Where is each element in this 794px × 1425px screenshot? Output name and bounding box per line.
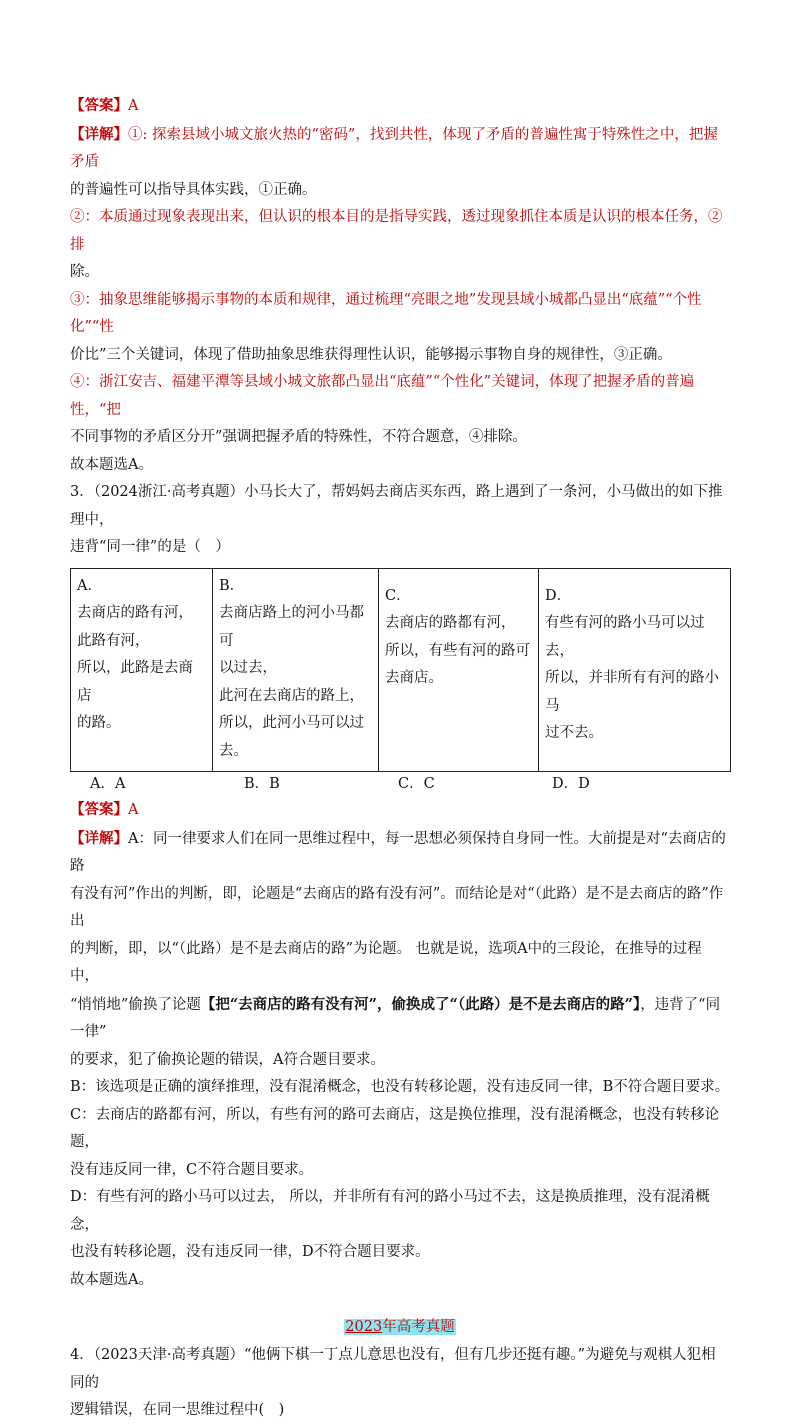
detail-a-2: 有没有河”作出的判断，即，论题是“去商店的路有没有河”。而结论是对“（此路）是不是去商店的路”作出 — [70, 885, 724, 929]
answer-value: A — [128, 802, 139, 818]
detail-text: “悄悄地”偷换了论题 — [70, 996, 201, 1013]
conclusion-2: 故本题选A。 — [70, 1271, 153, 1288]
detail-d-1: D：有些有河的路小马可以过去， 所以，并非所有有河的路小马过不去，这是换质推理，没有混淆概念， — [70, 1189, 710, 1233]
question-4-source: （2023天津·高考真题） — [93, 1347, 244, 1363]
option-a-line: 的路。 — [77, 715, 121, 731]
option-d-label: D． — [545, 587, 572, 604]
choice-d[interactable]: D．D — [552, 776, 590, 792]
question-3-stem — [70, 479, 730, 534]
option-a-line: 所以，此路是去商店 — [77, 660, 193, 704]
detail-a-3: 的判断，即，以“（此路）是不是去商店的路”为论题。 也就是说，选项A中的三段论，在推导的过程中， — [70, 940, 702, 984]
detail-paragraph-2-cont: 除。 — [70, 264, 99, 280]
option-b-line: 去商店路上的河小马都可 — [219, 605, 364, 649]
detail-text: ，违背了“同一律” — [70, 996, 721, 1040]
option-b-line: 以过去， — [219, 660, 277, 676]
detail-c-2: 没有违反同一律，C不符合题目要求。 — [70, 1161, 314, 1178]
answer-label: 【答案】 — [70, 97, 128, 114]
section-heading-text — [344, 1319, 455, 1335]
question-4-text: “他俩下棋一丁点儿意思也没有，但有几步还挺有趣。”为避免与观棋人犯相同的 — [70, 1347, 716, 1391]
detail-a-4 — [70, 991, 730, 1047]
option-a-line: 此路有河， — [77, 632, 150, 649]
detail-paragraph-1 — [70, 121, 730, 177]
detail-paragraph-3: ③：抽象思维能够揭示事物的本质和规律，通过梳理“亮眼之地”发现县域小城都凸显出“底蕴”“个性化”“性 — [70, 291, 702, 335]
choice-b[interactable]: B．B — [244, 776, 280, 792]
question-3-text: 小马长大了，帮妈妈去商店买东西，路上遇到了一条河，小马做出的如下推理中， — [70, 484, 723, 528]
option-c-line: 去商店的路都有河， — [385, 615, 516, 631]
question-3-number: 3． — [70, 484, 94, 500]
answer-label: 【答案】 — [70, 801, 128, 818]
detail-label: 【详解】 — [70, 829, 128, 847]
option-a-line: 去商店的路有河， — [77, 605, 193, 621]
detail-bold-text: 【把“去商店的路有没有河”，偷换成了“（此路）是不是去商店的路”】 — [200, 995, 641, 1013]
detail-paragraph-3-cont: 价比”三个关键词，体现了借助抽象思维获得理性认识，能够揭示事物自身的规律性，③正确。 — [70, 346, 672, 363]
question-3-source: （2024浙江·高考真题） — [93, 484, 244, 500]
option-c-label: C． — [385, 587, 411, 604]
option-c-line: 去商店。 — [385, 670, 443, 686]
detail-a-1 — [70, 825, 730, 881]
conclusion-1: 故本题选A。 — [70, 456, 153, 473]
detail-text: ①: 探索县域小城文旅火热的“密码”，找到共性，体现了矛盾的普遍性寓于特殊性之中，把握矛盾 — [70, 126, 718, 170]
option-b-line: 所以，此河小马可以过去。 — [219, 715, 364, 759]
question-4-stem — [70, 1342, 730, 1397]
question-3-stem-cont: 违背“同一律”的是（ ） — [70, 539, 230, 555]
option-d-cell — [539, 568, 731, 772]
section-heading-label: 年高考真题 — [382, 1319, 455, 1335]
option-b-label: B． — [219, 577, 245, 594]
detail-c-1: C：去商店的路都有河，所以，有些有河的路可去商店，这是换位推理，没有混淆概念，也没有转移论题， — [70, 1106, 720, 1150]
options-table — [70, 568, 731, 773]
option-b-cell — [213, 568, 379, 772]
detail-paragraph-1-cont: 的普遍性可以指导具体实践，①正确。 — [70, 181, 317, 198]
section-heading-year: 2023 — [345, 1319, 383, 1335]
answer-line — [70, 92, 730, 121]
answer-line-2 — [70, 796, 730, 825]
option-d-line: 过不去。 — [545, 725, 603, 741]
choice-c[interactable]: C．C — [398, 776, 435, 792]
detail-paragraph-2: ②：本质通过现象表现出来，但认识的根本目的是指导实践，透过现象抓住本质是认识的根本任务，②排 — [70, 209, 723, 253]
detail-b-1: B：该选项是正确的演绎推理，没有混淆概念，也没有转移论题，没有违反同一律，B不符合题目要求。 — [70, 1079, 730, 1095]
option-c-line: 所以，有些有河的路可 — [385, 642, 530, 659]
question-4-stem-cont: 逻辑错误，在同一思维过程中( ) — [70, 1402, 285, 1418]
option-d-line: 有些有河的路小马可以过去， — [545, 615, 705, 659]
option-c-cell — [379, 568, 539, 772]
detail-paragraph-4: ④：浙江安吉、福建平潭等县域小城文旅都凸显出“底蕴”“个性化”关键词，体现了把握矛盾的普遍性，“把 — [70, 374, 695, 418]
question-4-number: 4． — [70, 1347, 94, 1363]
detail-text: A：同一律要求人们在同一思维过程中，每一思想必须保持自身同一性。大前提是对“去商店的路 — [70, 830, 726, 874]
detail-label: 【详解】 — [70, 125, 128, 143]
choice-a[interactable]: A．A — [90, 776, 126, 792]
detail-a-5: 的要求，犯了偷换论题的错误，A符合题目要求。 — [70, 1051, 385, 1068]
section-heading — [70, 1314, 730, 1340]
option-a-label: A． — [77, 577, 102, 594]
detail-paragraph-4-cont: 不同事物的矛盾区分开”强调把握矛盾的特殊性，不符合题意，④排除。 — [70, 429, 527, 445]
document-page — [70, 92, 730, 1425]
option-b-line: 此河在去商店的路上， — [219, 687, 364, 704]
answer-choices — [90, 772, 730, 796]
answer-value: A — [128, 98, 139, 114]
option-d-line: 所以，并非所有有河的路小马 — [545, 670, 719, 714]
detail-d-2: 也没有转移论题，没有违反同一律，D不符合题目要求。 — [70, 1244, 430, 1260]
option-a-cell — [71, 568, 213, 772]
